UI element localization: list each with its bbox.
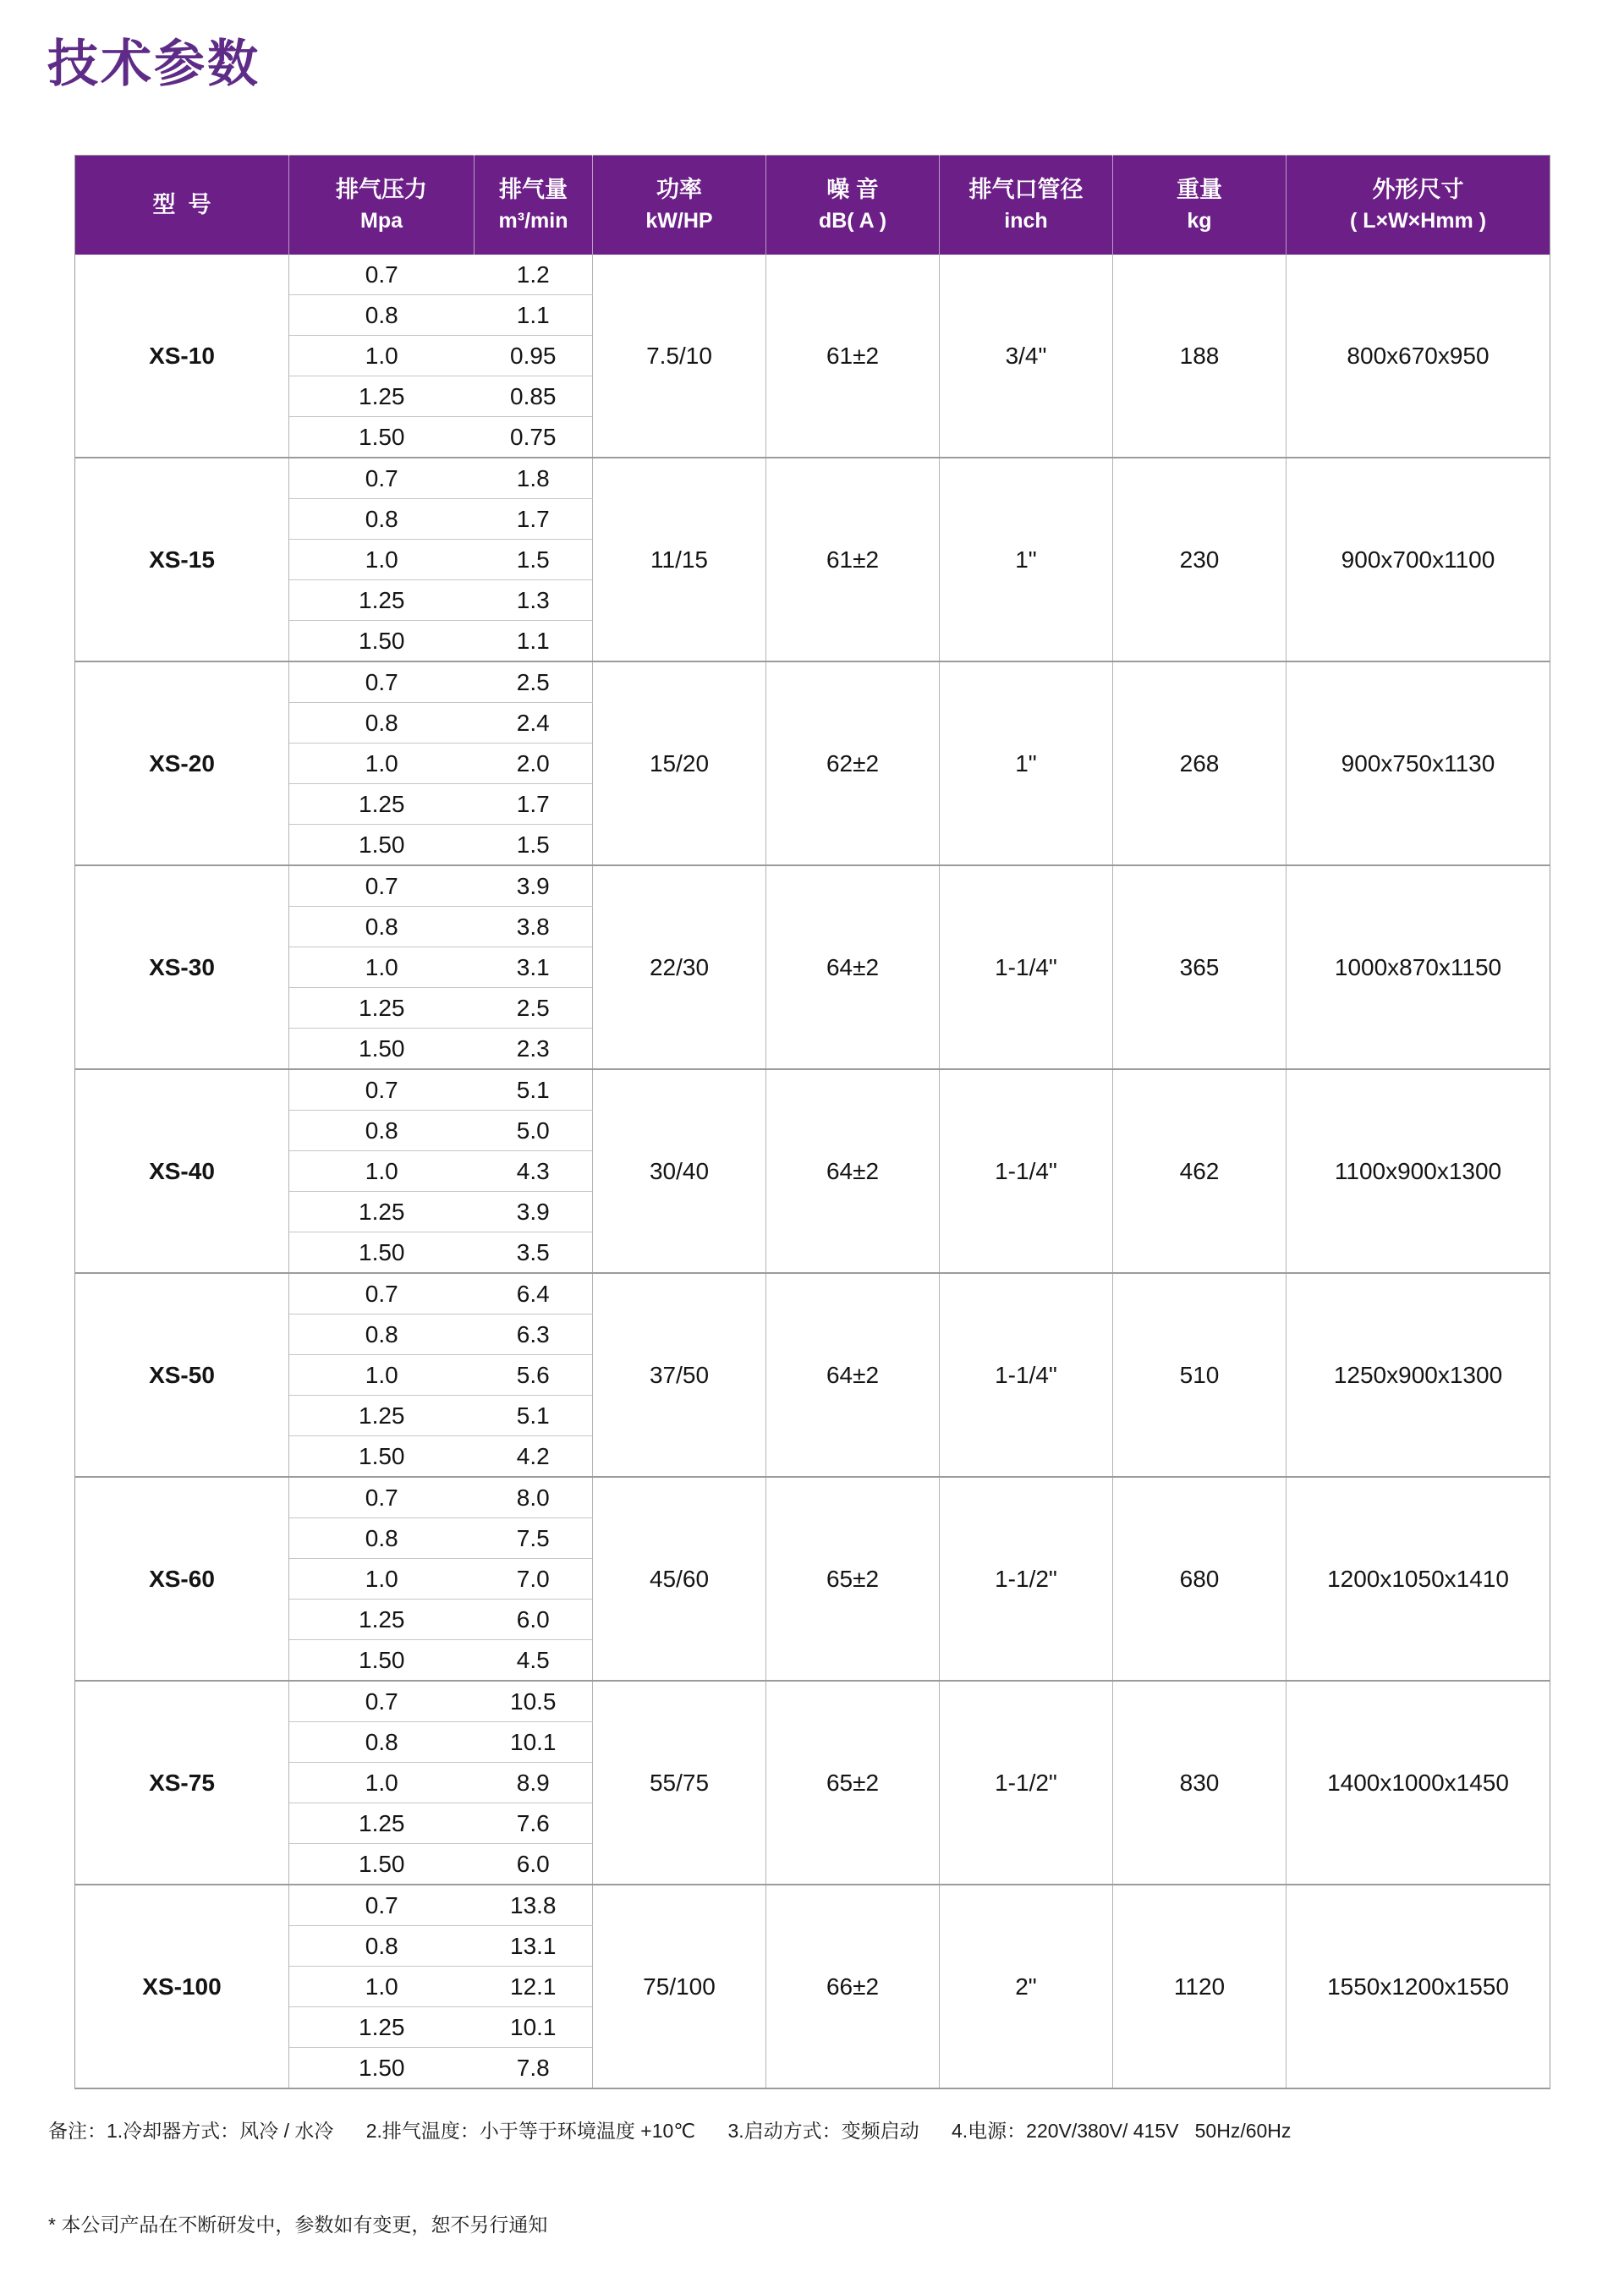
col-header-1: 型 号 xyxy=(75,156,289,255)
pressure-cell: 1.0 xyxy=(289,744,475,784)
col-header-4: 功率 kW/HP xyxy=(593,156,766,255)
flow-cell: 6.4 xyxy=(475,1273,593,1314)
flow-cell: 0.75 xyxy=(475,417,593,458)
pressure-cell: 1.25 xyxy=(289,784,475,825)
power-cell: 30/40 xyxy=(593,1069,766,1273)
pressure-cell: 0.8 xyxy=(289,499,475,540)
flow-cell: 6.0 xyxy=(475,1600,593,1640)
pipe-cell: 2" xyxy=(940,1885,1113,2088)
table-body xyxy=(75,255,1550,2088)
noise-cell: 61±2 xyxy=(766,255,940,458)
pressure-cell: 1.25 xyxy=(289,1803,475,1844)
notes xyxy=(48,2053,1291,2272)
flow-cell: 3.9 xyxy=(475,1192,593,1232)
pressure-cell: 0.7 xyxy=(289,1681,475,1722)
noise-cell: 62±2 xyxy=(766,661,940,865)
power-cell: 7.5/10 xyxy=(593,255,766,458)
flow-cell: 1.7 xyxy=(475,784,593,825)
pressure-cell: 0.8 xyxy=(289,703,475,744)
flow-cell: 13.8 xyxy=(475,1885,593,1926)
flow-cell: 3.5 xyxy=(475,1232,593,1274)
dims-cell: 1000x870x1150 xyxy=(1287,865,1550,1069)
weight-cell: 188 xyxy=(1113,255,1287,458)
pressure-cell: 1.0 xyxy=(289,1763,475,1803)
pressure-cell: 0.8 xyxy=(289,1722,475,1763)
col-header-5: 噪 音 dB( A ) xyxy=(766,156,940,255)
flow-cell: 12.1 xyxy=(475,1967,593,2007)
model-cell: XS-15 xyxy=(75,458,289,661)
pipe-cell: 1-1/4" xyxy=(940,1069,1113,1273)
pressure-cell: 1.25 xyxy=(289,1600,475,1640)
flow-cell: 4.2 xyxy=(475,1436,593,1478)
flow-cell: 10.1 xyxy=(475,2007,593,2048)
flow-cell: 4.5 xyxy=(475,1640,593,1682)
flow-cell: 8.0 xyxy=(475,1477,593,1518)
pressure-cell: 1.50 xyxy=(289,1232,475,1274)
note-line-1: 备注：1.冷却器方式：风冷 / 水冷 2.排气温度：小于等于环境温度 +10℃ 3.启动方式：变频启动 4.电源：220V/380V/ 415V 50Hz/60Hz xyxy=(48,2120,1292,2142)
flow-cell: 0.95 xyxy=(475,336,593,376)
flow-cell: 1.8 xyxy=(475,458,593,499)
flow-cell: 5.1 xyxy=(475,1396,593,1436)
pressure-cell: 1.0 xyxy=(289,540,475,580)
flow-cell: 3.9 xyxy=(475,865,593,907)
weight-cell: 365 xyxy=(1113,865,1287,1069)
pipe-cell: 1-1/2" xyxy=(940,1681,1113,1885)
pressure-cell: 0.8 xyxy=(289,1314,475,1355)
row-XS-40-0.7 xyxy=(75,1069,1550,1111)
row-XS-100-0.7 xyxy=(75,1885,1550,1926)
noise-cell: 61±2 xyxy=(766,458,940,661)
noise-cell: 64±2 xyxy=(766,1273,940,1477)
flow-cell: 1.5 xyxy=(475,540,593,580)
power-cell: 22/30 xyxy=(593,865,766,1069)
pressure-cell: 1.0 xyxy=(289,1151,475,1192)
flow-cell: 5.6 xyxy=(475,1355,593,1396)
power-cell: 75/100 xyxy=(593,1885,766,2088)
note-line-2: * 本公司产品在不断研发中，参数如有变更，恕不另行通知 xyxy=(48,2214,548,2236)
weight-cell: 462 xyxy=(1113,1069,1287,1273)
model-cell: XS-40 xyxy=(75,1069,289,1273)
flow-cell: 5.1 xyxy=(475,1069,593,1111)
dims-cell: 1200x1050x1410 xyxy=(1287,1477,1550,1681)
flow-cell: 1.7 xyxy=(475,499,593,540)
pressure-cell: 1.25 xyxy=(289,1396,475,1436)
flow-cell: 2.0 xyxy=(475,744,593,784)
power-cell: 37/50 xyxy=(593,1273,766,1477)
pressure-cell: 0.7 xyxy=(289,661,475,703)
flow-cell: 1.1 xyxy=(475,621,593,662)
noise-cell: 64±2 xyxy=(766,865,940,1069)
noise-cell: 66±2 xyxy=(766,1885,940,2088)
pressure-cell: 1.50 xyxy=(289,417,475,458)
flow-cell: 0.85 xyxy=(475,376,593,417)
flow-cell: 4.3 xyxy=(475,1151,593,1192)
row-XS-15-0.7 xyxy=(75,458,1550,499)
col-header-6: 排气口管径 inch xyxy=(940,156,1113,255)
flow-cell: 7.5 xyxy=(475,1518,593,1559)
pipe-cell: 1-1/4" xyxy=(940,865,1113,1069)
model-cell: XS-100 xyxy=(75,1885,289,2088)
pressure-cell: 0.7 xyxy=(289,1069,475,1111)
pressure-cell: 1.50 xyxy=(289,1640,475,1682)
weight-cell: 268 xyxy=(1113,661,1287,865)
col-header-8: 外形尺寸 ( L×W×Hmm ) xyxy=(1287,156,1550,255)
pressure-cell: 1.50 xyxy=(289,621,475,662)
row-XS-30-0.7 xyxy=(75,865,1550,907)
pressure-cell: 0.8 xyxy=(289,1926,475,1967)
flow-cell: 2.5 xyxy=(475,661,593,703)
weight-cell: 1120 xyxy=(1113,1885,1287,2088)
weight-cell: 510 xyxy=(1113,1273,1287,1477)
pressure-cell: 0.7 xyxy=(289,255,475,295)
col-header-7: 重量 kg xyxy=(1113,156,1287,255)
flow-cell: 2.4 xyxy=(475,703,593,744)
col-header-3: 排气量 m³/min xyxy=(475,156,593,255)
pressure-cell: 1.0 xyxy=(289,1559,475,1600)
model-cell: XS-60 xyxy=(75,1477,289,1681)
pressure-cell: 1.0 xyxy=(289,336,475,376)
model-cell: XS-30 xyxy=(75,865,289,1069)
pipe-cell: 1-1/2" xyxy=(940,1477,1113,1681)
pressure-cell: 1.0 xyxy=(289,1355,475,1396)
flow-cell: 1.5 xyxy=(475,825,593,866)
pressure-cell: 0.8 xyxy=(289,1518,475,1559)
pressure-cell: 1.25 xyxy=(289,988,475,1029)
dims-cell: 900x750x1130 xyxy=(1287,661,1550,865)
pressure-cell: 1.0 xyxy=(289,947,475,988)
noise-cell: 65±2 xyxy=(766,1681,940,1885)
flow-cell: 10.5 xyxy=(475,1681,593,1722)
pressure-cell: 0.8 xyxy=(289,1111,475,1151)
row-XS-60-0.7 xyxy=(75,1477,1550,1518)
power-cell: 45/60 xyxy=(593,1477,766,1681)
pipe-cell: 3/4" xyxy=(940,255,1113,458)
flow-cell: 7.0 xyxy=(475,1559,593,1600)
flow-cell: 1.1 xyxy=(475,295,593,336)
flow-cell: 5.0 xyxy=(475,1111,593,1151)
pressure-cell: 1.50 xyxy=(289,1844,475,1885)
pipe-cell: 1" xyxy=(940,661,1113,865)
power-cell: 55/75 xyxy=(593,1681,766,1885)
model-cell: XS-50 xyxy=(75,1273,289,1477)
row-XS-20-0.7 xyxy=(75,661,1550,703)
flow-cell: 2.3 xyxy=(475,1029,593,1070)
pipe-cell: 1" xyxy=(940,458,1113,661)
pressure-cell: 0.8 xyxy=(289,295,475,336)
flow-cell: 6.3 xyxy=(475,1314,593,1355)
pressure-cell: 1.50 xyxy=(289,2048,475,2089)
pressure-cell: 0.8 xyxy=(289,907,475,947)
pressure-cell: 1.25 xyxy=(289,376,475,417)
pressure-cell: 0.7 xyxy=(289,458,475,499)
power-cell: 15/20 xyxy=(593,661,766,865)
power-cell: 11/15 xyxy=(593,458,766,661)
pressure-cell: 0.7 xyxy=(289,1273,475,1314)
page-title: 技术参数 xyxy=(47,36,261,92)
flow-cell: 3.1 xyxy=(475,947,593,988)
flow-cell: 6.0 xyxy=(475,1844,593,1885)
noise-cell: 64±2 xyxy=(766,1069,940,1273)
dims-cell: 1550x1200x1550 xyxy=(1287,1885,1550,2088)
noise-cell: 65±2 xyxy=(766,1477,940,1681)
pressure-cell: 0.7 xyxy=(289,865,475,907)
flow-cell: 1.3 xyxy=(475,580,593,621)
spec-table xyxy=(74,155,1550,2089)
flow-cell: 3.8 xyxy=(475,907,593,947)
pressure-cell: 1.25 xyxy=(289,1192,475,1232)
flow-cell: 13.1 xyxy=(475,1926,593,1967)
flow-cell: 1.2 xyxy=(475,255,593,295)
col-header-2: 排气压力 Mpa xyxy=(289,156,475,255)
model-cell: XS-75 xyxy=(75,1681,289,1885)
pipe-cell: 1-1/4" xyxy=(940,1273,1113,1477)
weight-cell: 830 xyxy=(1113,1681,1287,1885)
model-cell: XS-20 xyxy=(75,661,289,865)
flow-cell: 8.9 xyxy=(475,1763,593,1803)
dims-cell: 1250x900x1300 xyxy=(1287,1273,1550,1477)
flow-cell: 2.5 xyxy=(475,988,593,1029)
dims-cell: 1100x900x1300 xyxy=(1287,1069,1550,1273)
weight-cell: 680 xyxy=(1113,1477,1287,1681)
pressure-cell: 0.7 xyxy=(289,1885,475,1926)
dims-cell: 900x700x1100 xyxy=(1287,458,1550,661)
pressure-cell: 1.25 xyxy=(289,580,475,621)
row-XS-75-0.7 xyxy=(75,1681,1550,1722)
flow-cell: 7.8 xyxy=(475,2048,593,2089)
flow-cell: 7.6 xyxy=(475,1803,593,1844)
pressure-cell: 1.25 xyxy=(289,2007,475,2048)
pressure-cell: 1.50 xyxy=(289,825,475,866)
dims-cell: 1400x1000x1450 xyxy=(1287,1681,1550,1885)
weight-cell: 230 xyxy=(1113,458,1287,661)
pressure-cell: 1.0 xyxy=(289,1967,475,2007)
flow-cell: 10.1 xyxy=(475,1722,593,1763)
model-cell: XS-10 xyxy=(75,255,289,458)
row-XS-10-0.7 xyxy=(75,255,1550,295)
pressure-cell: 1.50 xyxy=(289,1029,475,1070)
row-XS-50-0.7 xyxy=(75,1273,1550,1314)
header-row xyxy=(75,156,1550,255)
pressure-cell: 1.50 xyxy=(289,1436,475,1478)
dims-cell: 800x670x950 xyxy=(1287,255,1550,458)
pressure-cell: 0.7 xyxy=(289,1477,475,1518)
